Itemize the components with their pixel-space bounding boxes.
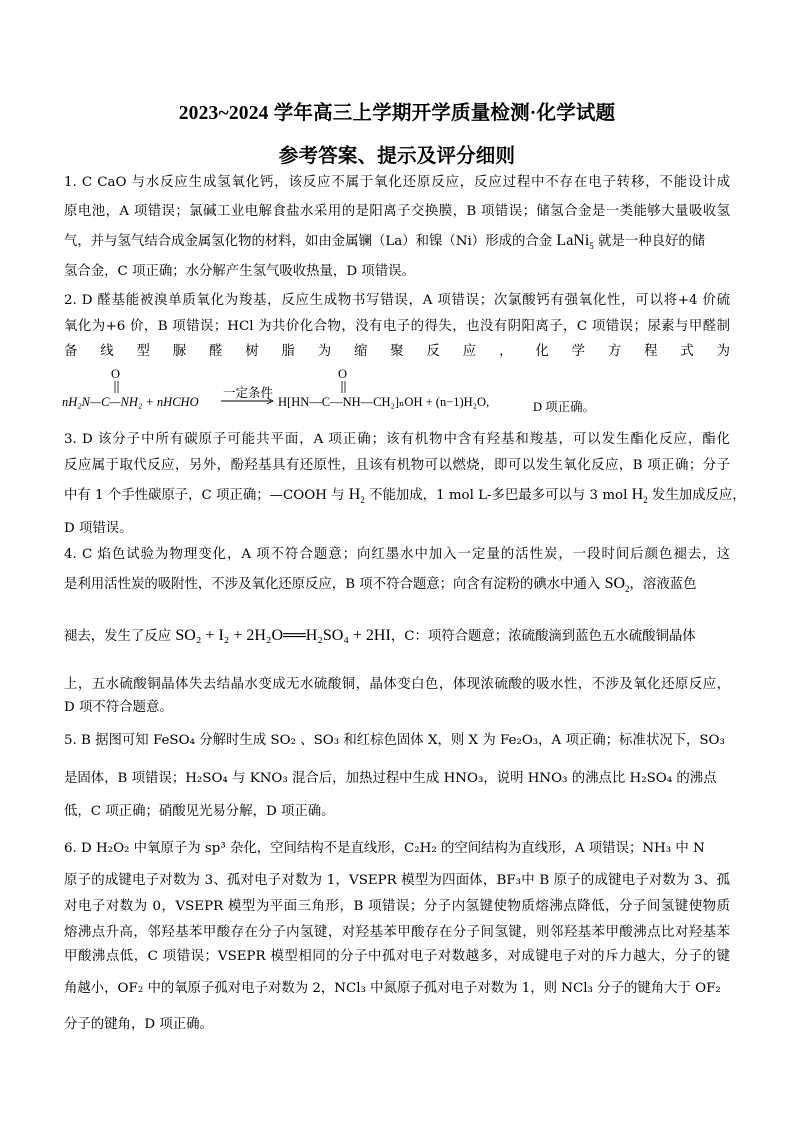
eq-oxygen-2: O: [338, 367, 348, 381]
q4-line-2: 是利用活性炭的吸附性，不涉及氧化还原反应，B 项不符合题意；向含有淀粉的碘水中通入 $SO_2$，溶液蓝色: [64, 575, 697, 595]
q6-line-3: 对电子对数为 0，VSEPR 模型为平面三角形，B 项错误；分子内氢键使物质熔沸点降低，分子间氢键使物质: [64, 899, 730, 914]
q1-line-3-tail: 就是一种良好的储: [593, 234, 706, 249]
chem-h2-b: $H_2$: [631, 486, 648, 506]
page-title: 2023~2024 学年高三上学期开学质量检测·化学试题: [178, 103, 616, 124]
q3-line-4: D 项错误。: [64, 521, 133, 536]
q2-line-3: 备 线 型 脲 醛 树 脂 为 缩 聚 反 应 ， 化 学 方 程 式 为: [64, 344, 730, 359]
q1-line-1: 1. C CaO 与水反应生成氢氧化钙，该反应不属于氧化还原反应，反应过程中不存在电子转移，不能设计成: [64, 175, 730, 190]
q4-line-4: 上，五水硫酸铜晶体失去结晶水变成无水硫酸铜，晶体变白色，体现浓硫酸的吸水性，不涉及氧化还原反应，: [64, 677, 730, 692]
chem-so2: $SO_2$: [604, 575, 630, 595]
q4-line-5: D 项不符合题意。: [64, 700, 173, 715]
sulfur-iodine-equation: SO₂ + I₂ + 2H₂O══H₂SO₄ + 2HI: [175, 627, 391, 644]
urea-formaldehyde-equation: [62, 367, 742, 417]
eq-tail: D 项正确。: [533, 400, 596, 414]
q6-line-4: 熔沸点升高，邻羟基苯甲酸存在分子内氢键，对羟基苯甲酸存在分子间氢键，则邻羟基苯甲酸沸点比对羟基苯: [64, 925, 730, 940]
q5-line-2: 是固体，B 项错误；H₂SO₄ 与 KNO₃ 混合后，加热过程中生成 HNO₃，说明 HNO₃ 的沸点比 H₂SO₄ 的沸点: [64, 771, 717, 786]
eq-reactants: nH₂N—C—NH₂ + nHCHO: [62, 395, 199, 409]
q3-line-1: 3. D 该分子中所有碳原子可能共平面，A 项正确；该有机物中含有羟基和羧基，可以发生酯化反应，酯化: [64, 432, 730, 447]
eq-products: H[HN—C—NH—CH₂]ₙOH + (n−1)H₂O,: [278, 395, 490, 409]
q6-line-6: 角越小，OF₂ 中的氧原子孤对电子对数为 2，NCl₃ 中氮原子孤对电子对数为 1，则 NCl₃ 分子的键角大于 OF₂: [64, 981, 721, 996]
q1-line-3: [64, 232, 705, 251]
q2-line-1: 2. D 醛基能被溴单质氧化为羧基，反应生成物书写错误，A 项错误；次氯酸钙有强氧化性，可以将+4 价硫: [64, 293, 730, 308]
q6-line-7: 分子的键角，D 项正确。: [64, 1017, 213, 1032]
q1-line-2: 原电池，A 项错误；氯碱工业电解食盐水采用的是阳离子交换膜，B 项错误；储氢合金是一类能够大量吸收氢: [64, 204, 730, 219]
q3-line-3: 中有 1 个手性碳原子，C 项正确；—COOH 与 $H_2$ 不能加成，1 mol L-多巴最多可以与 3 mol $H_2$ 发生加成反应，: [64, 486, 746, 506]
q5-line-1: 5. B 据图可知 FeSO₄ 分解时生成 SO₂ 、SO₃ 和红棕色固体 X，则 X 为 Fe₂O₃，A 项正确；标准状况下，SO₃: [64, 733, 725, 748]
q2-line-2: 氧化为+6 价，B 项错误；HCl 为共价化合物，没有电子的得失，也没有阴阳离子，C 项错误；尿素与甲醛制: [64, 319, 730, 334]
q6-line-1: 6. D H₂O₂ 中氧原子为 sp³ 杂化，空间结构不是直线形，C₂H₂ 的空间结构为直线形，A 项错误；NH₃ 中 N: [64, 841, 705, 856]
q1-line-4: 氢合金，C 项正确；水分解产生氢气吸收热量，D 项错误。: [64, 264, 415, 279]
q1-line-3-text: 气，并与氢气结合成金属氢化物的材料，如由金属镧（La）和镍（Ni）形成的合金: [64, 234, 557, 249]
q3-line-2: 反应属于取代反应，另外，酚羟基具有还原性，且该有机物可以燃烧，即可以发生氧化反应，B 项正确；分子: [64, 458, 730, 473]
q5-line-3: 低，C 项正确；硝酸见光易分解，D 项正确。: [64, 804, 335, 819]
chem-lani5: LaNi$_5$: [556, 232, 594, 252]
eq-oxygen-1: O: [111, 367, 121, 381]
q6-line-2: 原子的成键电子对数为 3、孤对电子对数为 1，VSEPR 模型为四面体，BF₃中 B 原子的成键电子对数为 3、孤: [64, 873, 730, 888]
q4-line-3: 褪去，发生了反应 SO₂ + I₂ + 2H₂O══H₂SO₄ + 2HI，C：项符合题意；浓硫酸滴到蓝色五水硫酸铜晶体: [64, 627, 696, 644]
page-subtitle: 参考答案、提示及评分细则: [278, 146, 516, 167]
q4-line-1: 4. C 焰色试验为物理变化，A 项不符合题意；向红墨水中加入一定量的活性炭，一段时间后颜色褪去，这: [64, 547, 730, 562]
chem-h2-a: $H_2$: [348, 486, 365, 506]
q6-line-5: 甲酸沸点低，C 项错误；VSEPR 模型相同的分子中孤对电子对数越多，对成键电子对的斥力越大，分子的键: [64, 949, 730, 964]
eq-condition: 一定条件: [223, 386, 274, 400]
